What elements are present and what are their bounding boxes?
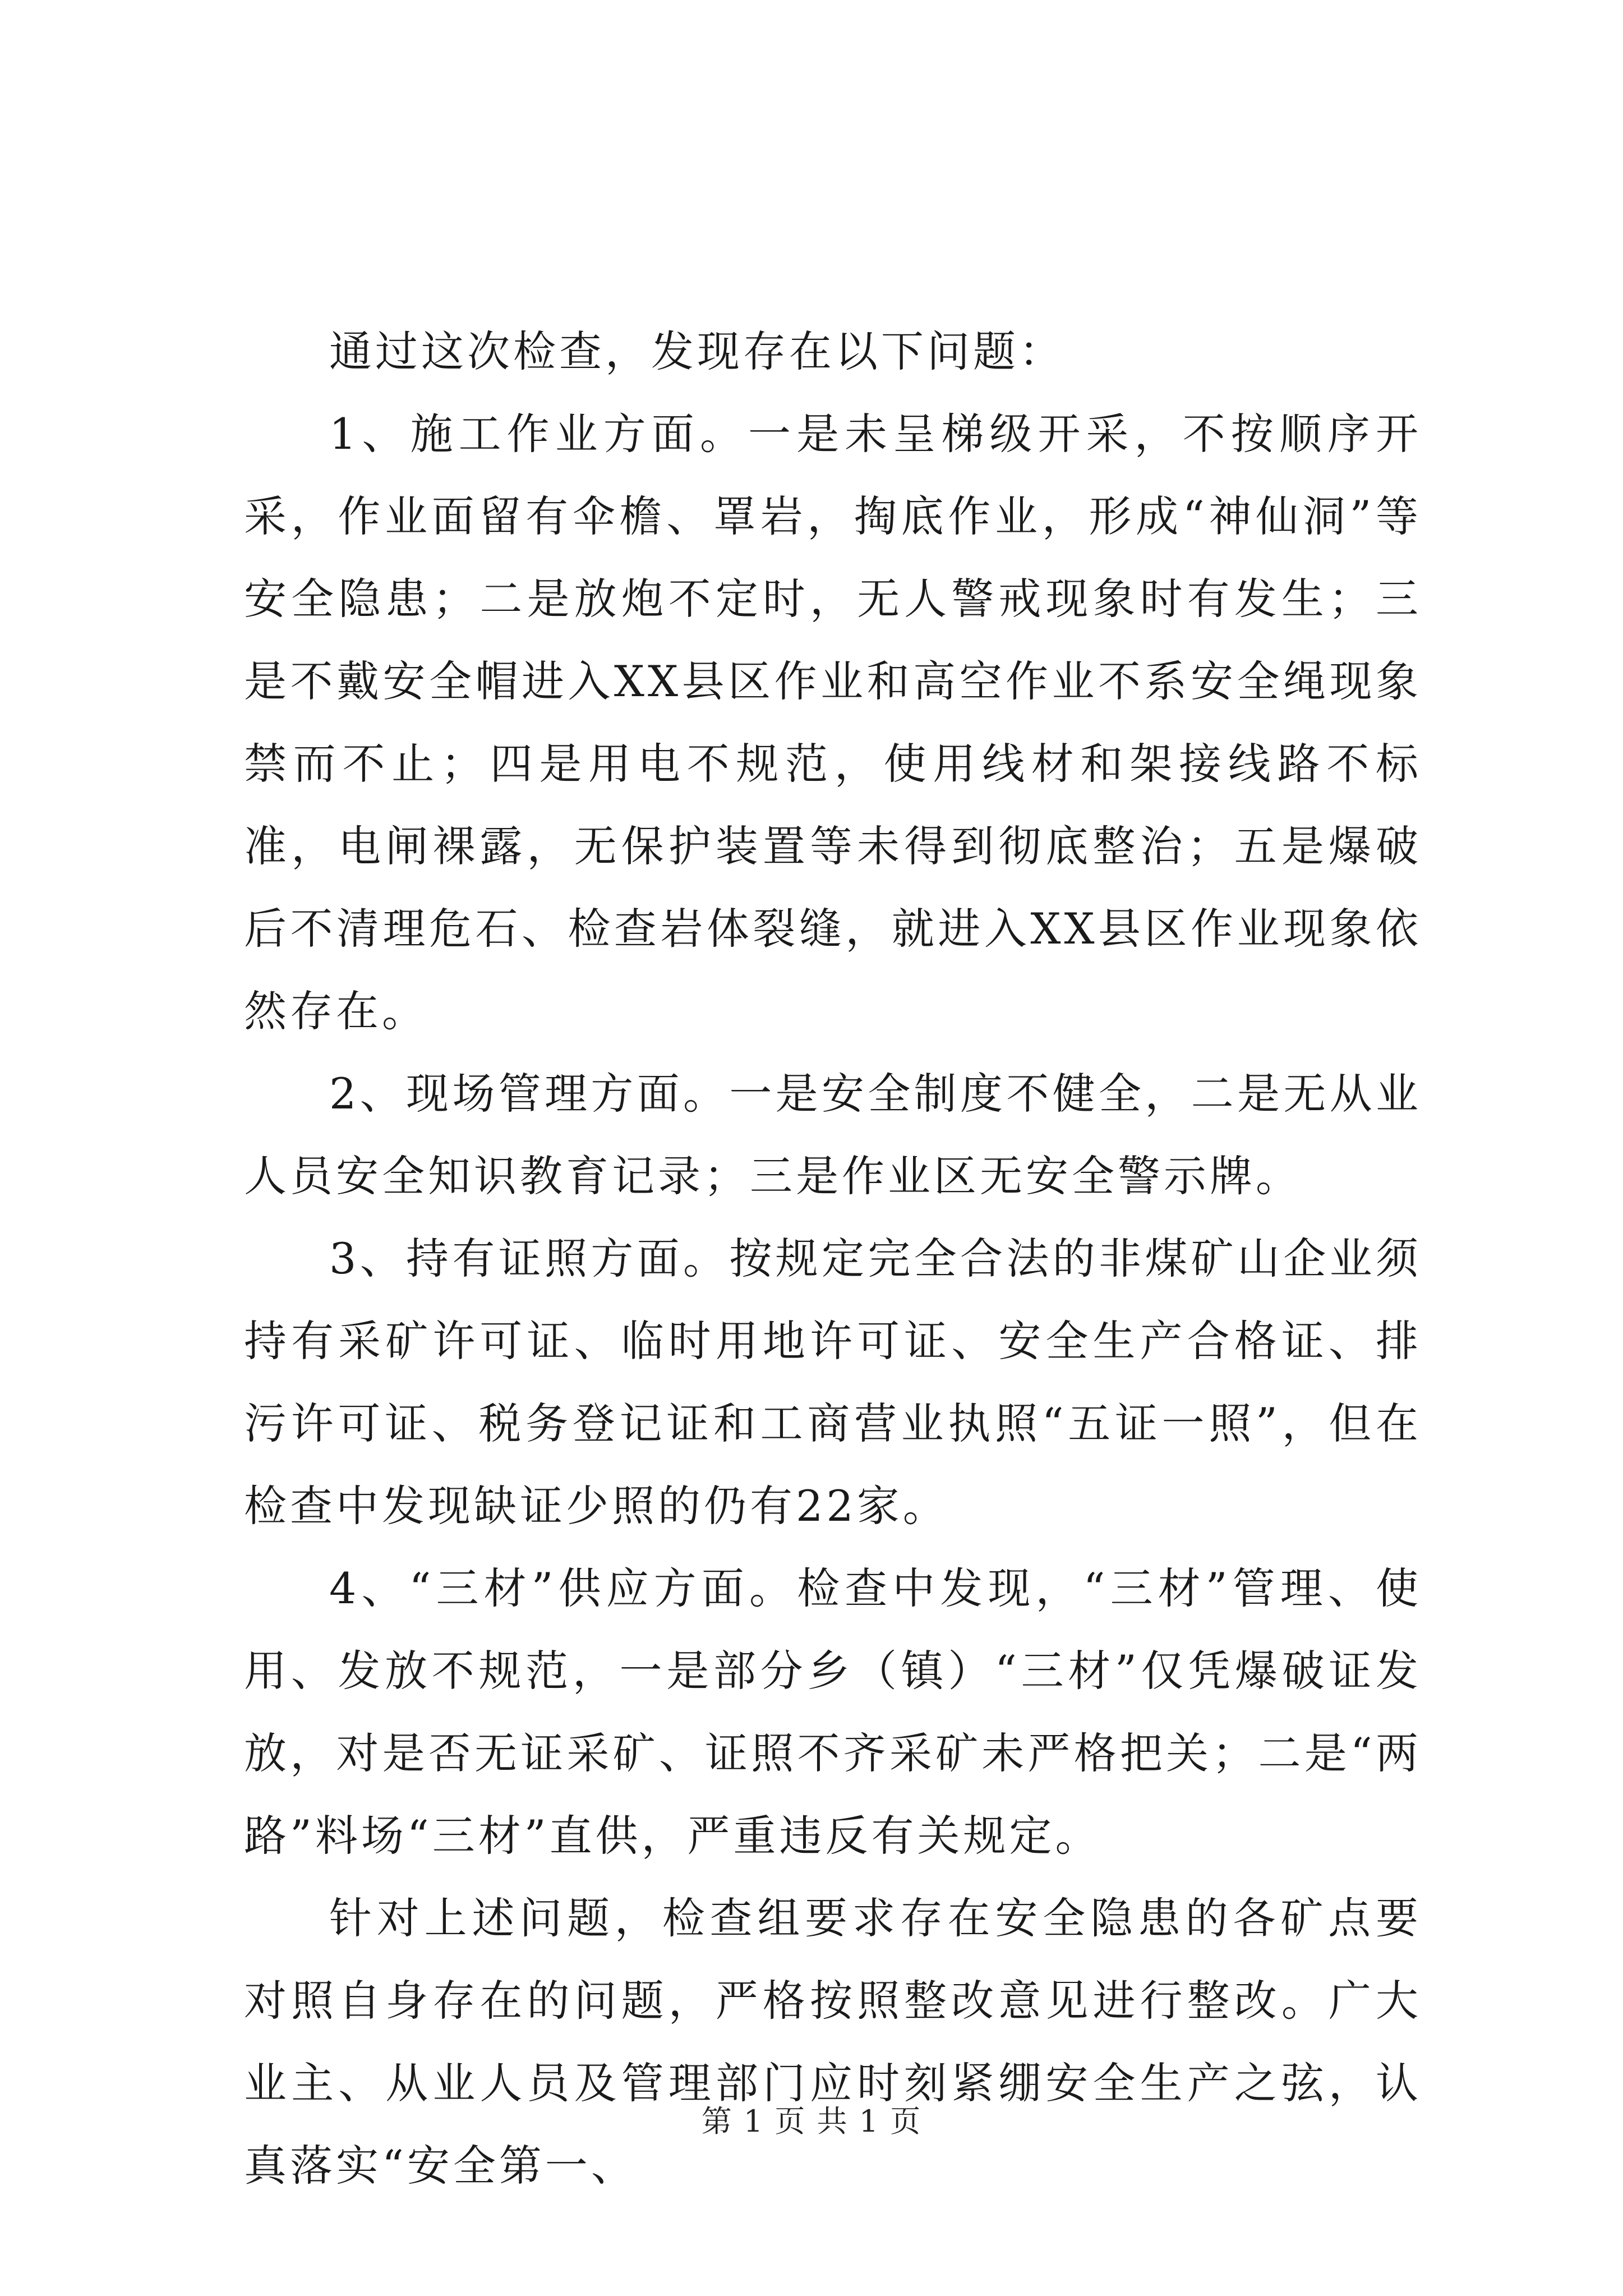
document-body xyxy=(244,310,1422,2207)
paragraph-site-management-issues: 2、现场管理方面。一是安全制度不健全，二是无从业人员安全知识教育记录；三是作业区无安全警示牌。 xyxy=(244,1069,1422,1201)
paragraph-license-issues: 3、持有证照方面。按规定完全合法的非煤矿山企业须持有采矿许可证、临时用地许可证、安全生产合格证、排污许可证、税务登记证和工商营业执照“五证一照”，但在检查中发现缺证少照的仍有22家。 xyxy=(244,1234,1422,1531)
paragraph-intro: 通过这次检查，发现存在以下问题： xyxy=(329,326,1065,376)
paragraph-materials-supply-issues: 4、“三材”供应方面。检查中发现，“三材”管理、使用、发放不规范，一是部分乡（镇）“三材”仅凭爆破证发放，对是否无证采矿、证照不齐采矿未严格把关；二是“两路”料场“三材”直供，严重违反有关规定。 xyxy=(244,1563,1422,1861)
paragraph-construction-issues: 1、施工作业方面。一是未呈梯级开采，不按顺序开采，作业面留有伞檐、罩岩，掏底作业，形成“神仙洞”等安全隐患；二是放炮不定时，无人警戒现象时有发生；三是不戴安全帽进入XX县区作业和高空作业不系安全绳现象禁而不止；四是用电不规范，使用线材和架接线路不标准，电闸裸露，无保护装置等未得到彻底整治；五是爆破后不清理危石、检查岩体裂缝，就进入XX县区作业现象依然存在。 xyxy=(244,409,1422,1036)
paragraph-rectification-requirements: 针对上述问题，检查组要求存在安全隐患的各矿点要对照自身存在的问题，严格按照整改意见进行整改。广大业主、从业人员及管理部门应时刻紧绷安全生产之弦，认真落实“安全第一、 xyxy=(244,1893,1422,2191)
page-footer: 第 1 页 共 1 页 xyxy=(701,2104,922,2139)
